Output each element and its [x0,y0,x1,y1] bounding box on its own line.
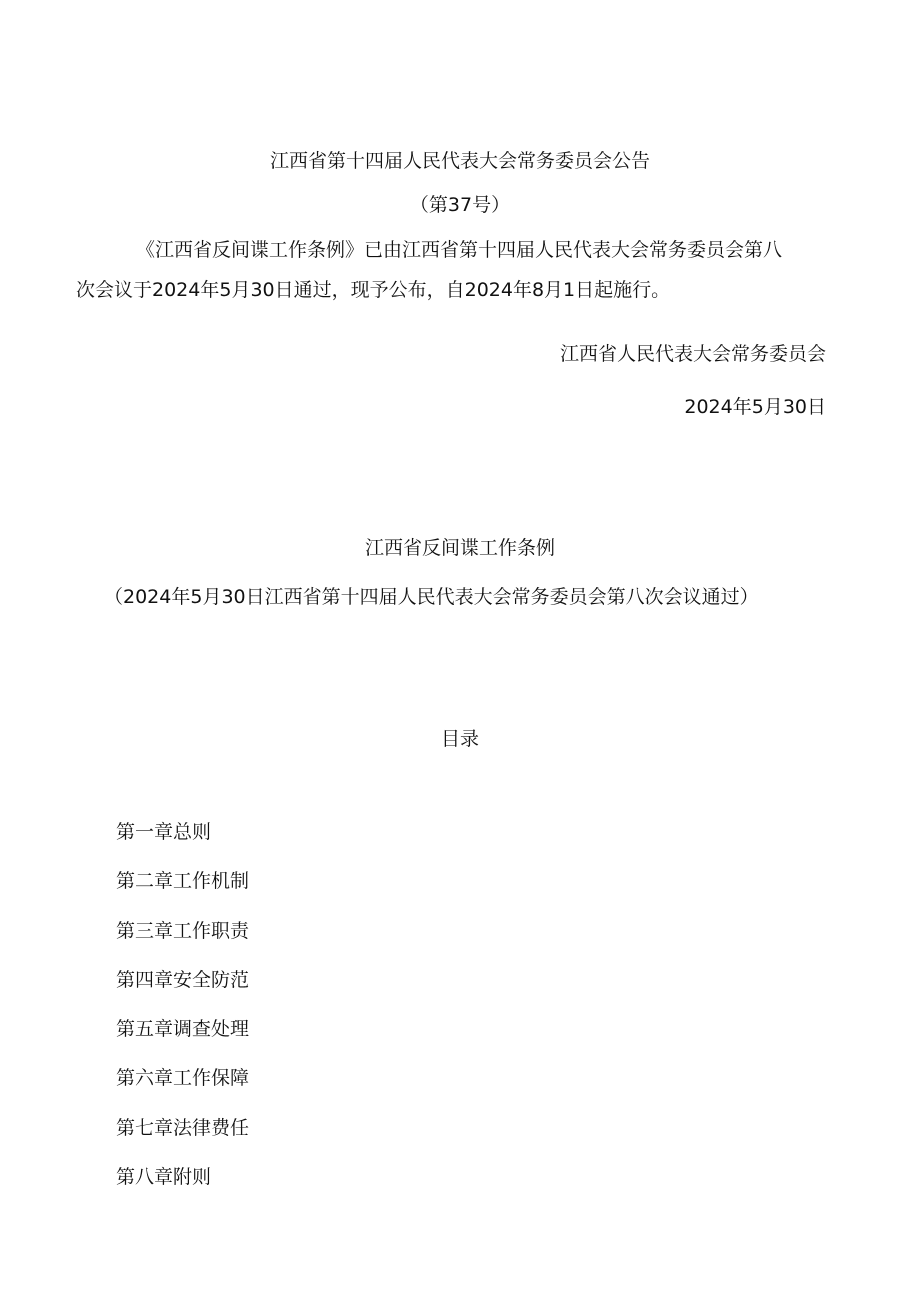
announcement-body-line-1: 《江西省反间谍工作条例》已由江西省第十四届人民代表大会常务委员会第八 [136,239,783,261]
regulation-adoption-note: （2024年5月30日江西省第十四届人民代表大会常务委员会第八次会议通过） [104,586,759,608]
table-of-contents [116,820,249,1214]
toc-item-chapter-6: 第六章工作保障 [116,1067,250,1090]
announcement-date: 2024年5月30日 [684,396,826,418]
toc-item-chapter-2: 第二章工作机制 [116,870,250,893]
announcement-number: （第37号） [409,194,511,216]
toc-item-chapter-8: 第八章附则 [116,1166,212,1189]
regulation-title: 江西省反间谍工作条例 [364,537,555,559]
toc-item-chapter-4: 第四章安全防范 [116,968,250,991]
announcement-title: 江西省第十四届人民代表大会常务委员会公告 [269,150,650,172]
toc-item-chapter-3: 第三章工作职责 [116,919,250,942]
toc-heading: 目录 [440,728,479,750]
announcement-body-line-2: 次会议于2024年5月30日通过，现予公布，自2024年8月1日起施行。 [76,279,671,301]
toc-item-chapter-5: 第五章调查处理 [116,1018,250,1041]
toc-item-chapter-7: 第七章法律费任 [116,1116,250,1139]
announcement-issuer: 江西省人民代表大会常务委员会 [559,343,826,365]
toc-item-chapter-1: 第一章总则 [116,821,212,843]
